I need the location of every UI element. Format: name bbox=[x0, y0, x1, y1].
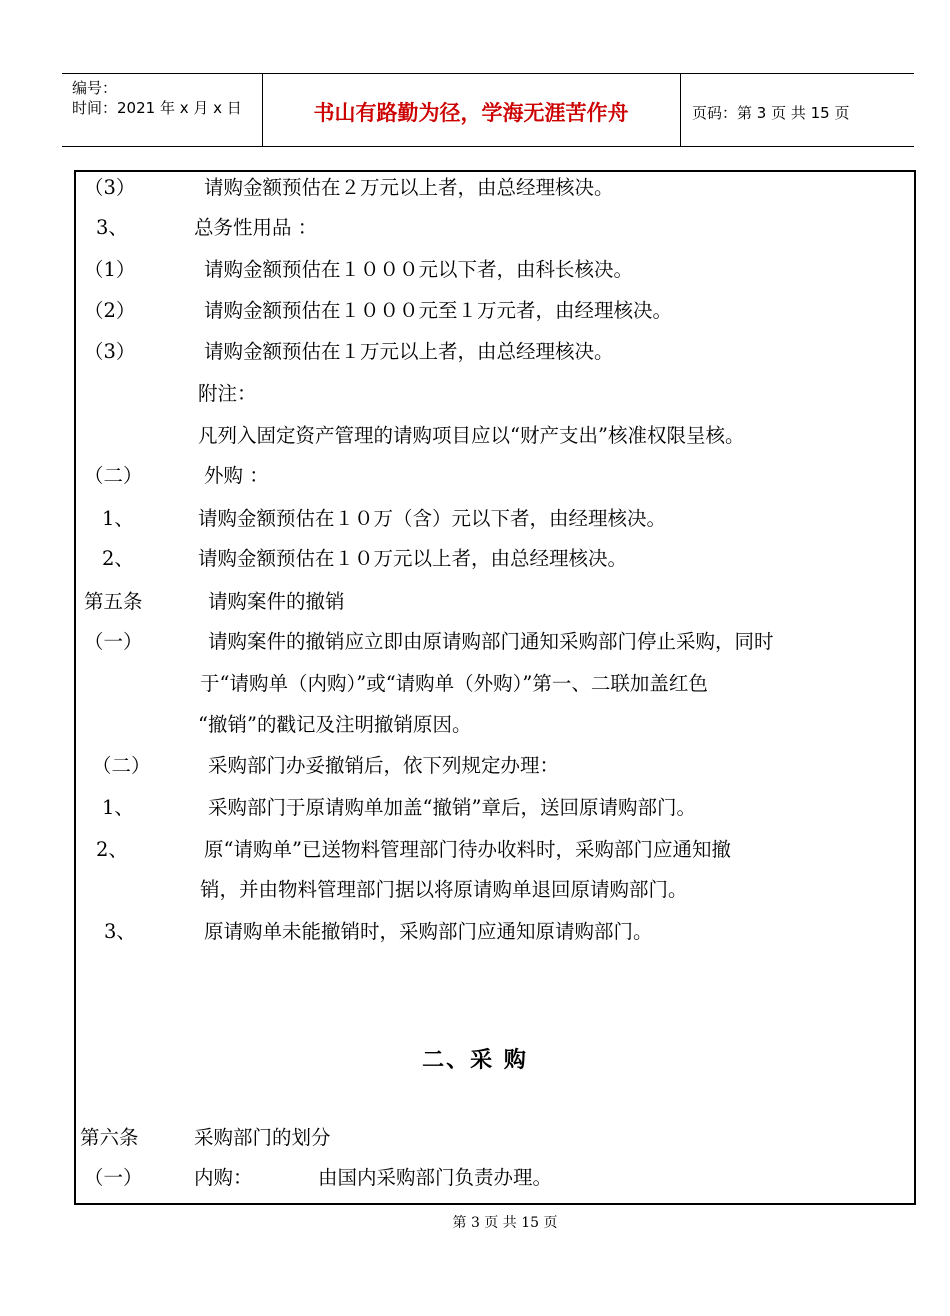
item-number: （一） bbox=[84, 630, 143, 653]
item-number: （二） bbox=[84, 464, 143, 487]
article-title: 请购案件的撤销 bbox=[208, 590, 345, 613]
item-text: 请购金额预估在２万元以上者，由总经理核决。 bbox=[204, 176, 614, 199]
item-number: 3、 bbox=[96, 216, 128, 239]
item-text: 采购部门办妥撤销后，依下列规定办理： bbox=[208, 754, 560, 777]
item-number: （一） bbox=[84, 1166, 143, 1189]
item-text: 请购金额预估在１０００元以下者，由科长核决。 bbox=[204, 258, 634, 281]
item-number: 2、 bbox=[102, 547, 134, 570]
item-text: 原请购单未能撤销时，采购部门应通知原请购部门。 bbox=[204, 920, 653, 943]
item-label: 内购： bbox=[194, 1166, 253, 1189]
note-text: 凡列入固定资产管理的请购项目应以“财产支出”核准权限呈核。 bbox=[198, 424, 745, 447]
item-text: 原“请购单”已送物料管理部门待办收料时，采购部门应通知撤 bbox=[204, 838, 731, 861]
note-label: 附注： bbox=[198, 382, 257, 405]
article-number: 第五条 bbox=[84, 590, 143, 613]
item-number: （3） bbox=[84, 176, 136, 199]
header-motto: 书山有路勤为径，学海无涯苦作舟 bbox=[313, 101, 629, 125]
article-title: 采购部门的划分 bbox=[194, 1126, 331, 1149]
header-page-label: 页码：第 3 页 共 15 页 bbox=[692, 104, 850, 122]
item-text: 请购案件的撤销应立即由原请购部门通知采购部门停止采购，同时 bbox=[208, 630, 774, 653]
item-text: 请购金额预估在１０万元以上者，由总经理核决。 bbox=[198, 547, 628, 570]
item-text: 外购 ： bbox=[204, 464, 269, 487]
document-time-label: 时间：2021 年 x 月 x 日 bbox=[72, 99, 242, 117]
item-number: 3、 bbox=[104, 920, 136, 943]
article-number: 第六条 bbox=[80, 1126, 139, 1149]
item-text: 请购金额预估在１万元以上者，由总经理核决。 bbox=[204, 340, 614, 363]
item-text-continued: “撤销”的戳记及注明撤销原因。 bbox=[198, 713, 472, 736]
page-footer: 第 3 页 共 15 页 bbox=[452, 1215, 558, 1231]
section-heading: 二、采 购 bbox=[422, 1048, 528, 1073]
item-text: 采购部门于原请购单加盖“撤销”章后，送回原请购部门。 bbox=[208, 796, 696, 819]
document-number-label: 编号： bbox=[72, 79, 118, 97]
item-text: 请购金额预估在１０００元至１万元者，由经理核决。 bbox=[204, 299, 673, 322]
item-text: 由国内采购部门负责办理。 bbox=[318, 1166, 553, 1189]
header-divider-right bbox=[680, 73, 681, 147]
item-number: 1、 bbox=[102, 507, 134, 530]
item-number: （1） bbox=[84, 258, 136, 281]
item-number: 2、 bbox=[96, 838, 128, 861]
item-number: （二） bbox=[92, 754, 151, 777]
header-bottom-rule bbox=[62, 146, 914, 147]
item-text-continued: 于“请购单（内购）”或“请购单（外购）”第一、二联加盖红色 bbox=[200, 672, 708, 695]
item-number: （2） bbox=[84, 299, 136, 322]
item-number: （3） bbox=[84, 340, 136, 363]
item-text-continued: 销，并由物料管理部门据以将原请购单退回原请购部门。 bbox=[200, 878, 688, 901]
header-top-rule bbox=[62, 73, 914, 74]
item-text: 请购金额预估在１０万（含）元以下者，由经理核决。 bbox=[198, 507, 667, 530]
item-text: 总务性用品 ： bbox=[194, 216, 318, 239]
item-number: 1、 bbox=[102, 796, 134, 819]
